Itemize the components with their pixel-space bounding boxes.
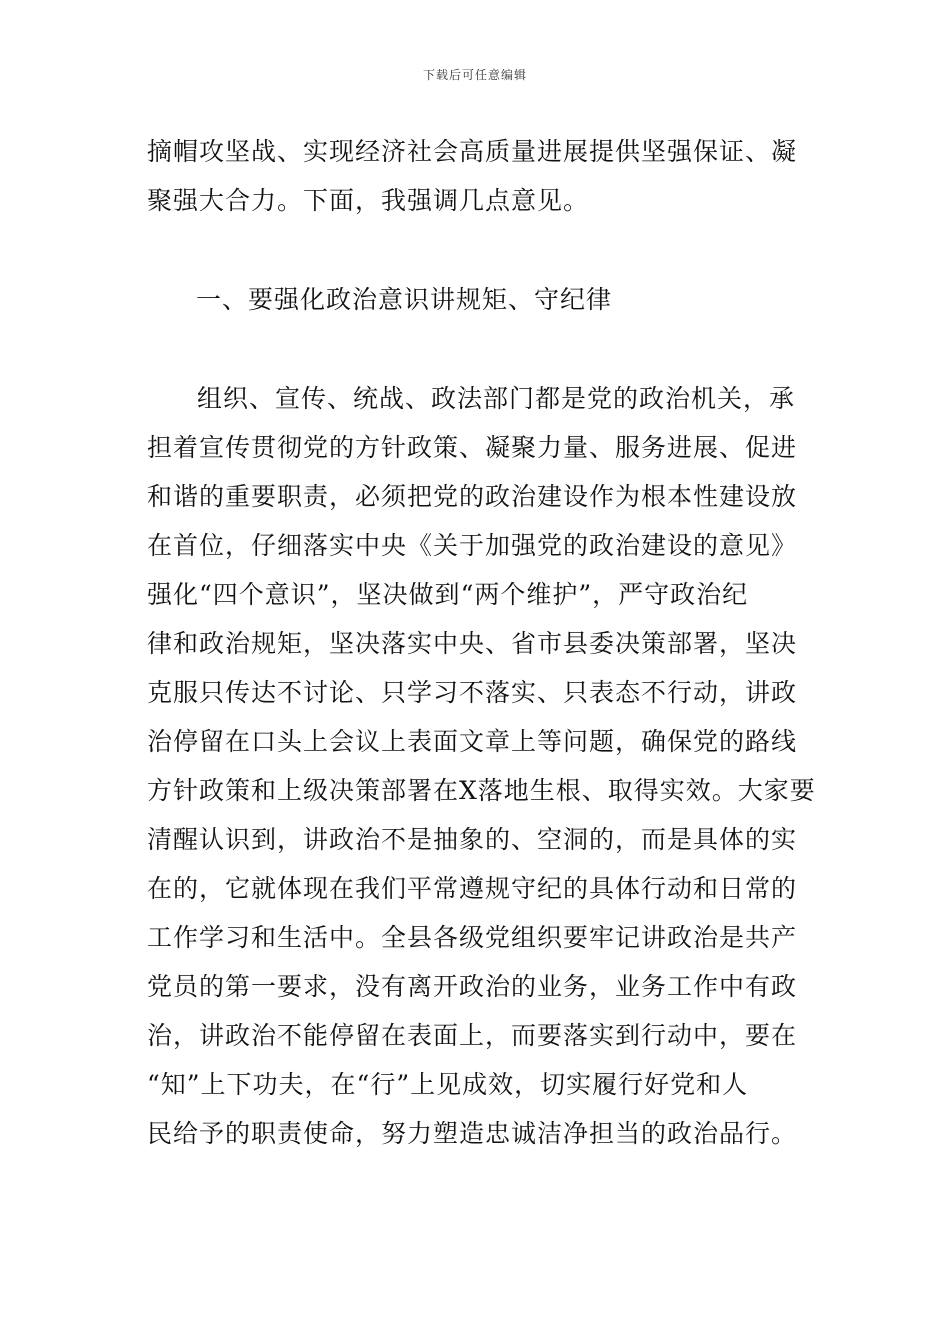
- paragraph-line: 治停留在口头上会议上表面文章上等问题，确保党的路线: [147, 727, 798, 756]
- paragraph-line: 方针政策和上级决策部署在X落地生根、取得实效。大家要: [147, 776, 816, 805]
- header-note: 下载后可任意编辑: [422, 68, 527, 82]
- section-heading: 一、要强化政治意识讲规矩、守纪律: [196, 285, 613, 314]
- paragraph-line: 民给予的职责使命，努力塑造忠诚洁净担当的政治品行。: [147, 1119, 798, 1148]
- section-paragraph: [147, 374, 816, 1158]
- paragraph-line: 清醒认识到，讲政治不是抽象的、空洞的，而是具体的实: [147, 825, 798, 854]
- paragraph-line: 在的，它就体现在我们平常遵规守纪的具体行动和日常的: [147, 874, 798, 903]
- paragraph-line: 克服只传达不讨论、只学习不落实、只表态不行动，讲政: [147, 678, 798, 707]
- paragraph-line: 治，讲政治不能停留在表面上，而要落实到行动中，要在: [147, 1021, 798, 1050]
- paragraph-line: 律和政治规矩，坚决落实中央、省市县委决策部署，坚决: [147, 629, 798, 658]
- paragraph-line: 组织、宣传、统战、政法部门都是党的政治机关，承: [197, 384, 796, 413]
- intro-line: 摘帽攻坚战、实现经济社会高质量进展提供坚强保证、凝: [147, 137, 798, 166]
- intro-paragraph: [147, 127, 807, 225]
- paragraph-line: 在首位，仔细落实中央《关于加强党的政治建设的意见》: [147, 531, 798, 560]
- paragraph-line: 担着宣传贯彻党的方针政策、凝聚力量、服务进展、促进: [147, 433, 798, 462]
- paragraph-line: 工作学习和生活中。全县各级党组织要牢记讲政治是共产: [147, 923, 798, 952]
- paragraph-line: 强化“四个意识”，坚决做到“两个维护”，严守政治纪: [147, 580, 749, 609]
- paragraph-line: 和谐的重要职责，必须把党的政治建设作为根本性建设放: [147, 482, 798, 511]
- paragraph-line: 党员的第一要求，没有离开政治的业务，业务工作中有政: [147, 972, 798, 1001]
- paragraph-line: “知”上下功夫，在“行”上见成效，切实履行好党和人: [147, 1070, 749, 1099]
- intro-line: 聚强大合力。下面，我强调几点意见。: [147, 186, 590, 215]
